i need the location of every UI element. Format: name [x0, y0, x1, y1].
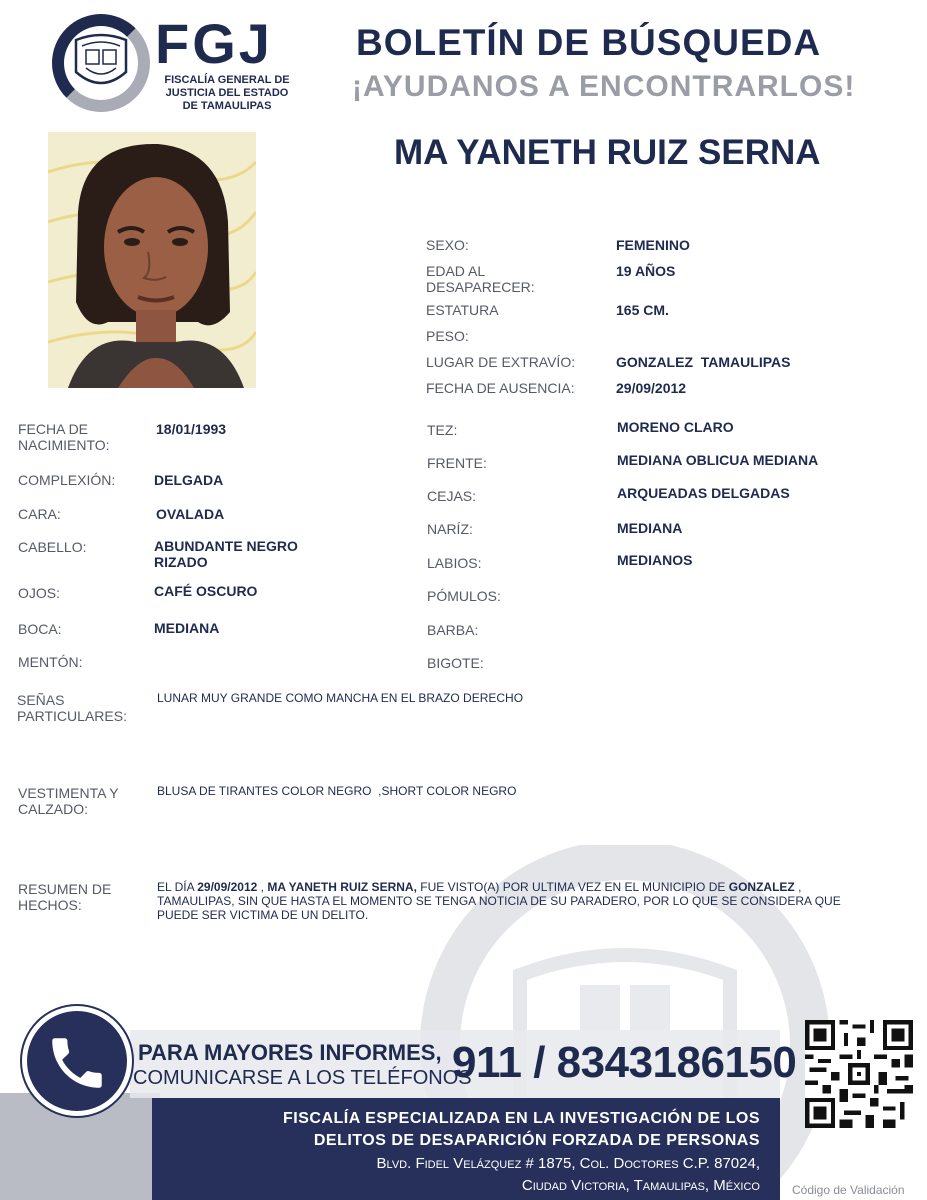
place-label: LUGAR DE EXTRAVÍO: — [426, 354, 576, 370]
complexion-value: MORENO CLARO — [617, 419, 734, 435]
chin-label: MENTÓN: — [18, 654, 83, 670]
nose-value: MEDIANA — [617, 520, 683, 536]
absence-date-label: FECHA DE AUSENCIA: — [426, 380, 575, 396]
face-label: CARA: — [18, 506, 61, 522]
lips-label: LABIOS: — [427, 555, 482, 571]
logo-subtitle: FISCALÍA GENERAL DE JUSTICIA DEL ESTADO DE TAMAULIPAS — [164, 74, 290, 112]
eyes-value: CAFÉ OSCURO — [154, 583, 258, 599]
mouth-label: BOCA: — [18, 621, 62, 637]
weight-label: PESO: — [426, 328, 469, 344]
fiscalia-line-1: FISCALÍA ESPECIALIZADA EN LA INVESTIGACIÓN DE LOS — [283, 1110, 760, 1127]
nose-label: NARÍZ: — [427, 521, 473, 537]
summary-text: EL DÍA 29/09/2012 , MA YANETH RUIZ SERNA, FUE VISTO(A) POR ULTIMA VEZ EN EL MUNICIPIO DE GONZALEZ , TAMAULIPAS, SIN QUE HASTA EL MOMENTO SE TENGA NOTICIA DE SU PARADERO, POR LO QUE SE CONSIDERA QUE PUEDE SER VICTIMA DE UN DELITO. — [157, 880, 841, 922]
fiscalia-line-2: DELITOS DE DESAPARICIÓN FORZADA DE PERSONAS — [313, 1132, 760, 1149]
phone-number[interactable]: 911 / 8343186150 — [452, 1038, 797, 1087]
more-info-text: PARA MAYORES INFORMES, — [138, 1040, 442, 1065]
validation-code-label: Código de Validación — [792, 1183, 905, 1197]
eyebrows-value: ARQUEADAS DELGADAS — [617, 485, 790, 501]
birthdate-label: FECHA DE NACIMIENTO: — [18, 421, 110, 453]
build-label: COMPLEXIÓN: — [18, 472, 116, 488]
sex-label: SEXO: — [426, 237, 469, 253]
clothing-label: VESTIMENTA Y CALZADO: — [18, 785, 119, 817]
bulletin-subtitle: ¡AYUDANOS A ENCONTRARLOS! — [352, 70, 856, 103]
address-line-1: Blvd. Fidel Velázquez # 1875, Col. Doctores C.P. 87024, — [376, 1155, 760, 1172]
eyebrows-label: CEJAS: — [427, 488, 477, 504]
face-value: OVALADA — [156, 506, 225, 522]
birthdate-value: 18/01/1993 — [156, 421, 227, 437]
cheekbones-label: PÓMULOS: — [427, 588, 501, 604]
hair-value: ABUNDANTE NEGRO RIZADO — [154, 538, 298, 570]
age-value: 19 AÑOS — [616, 263, 676, 279]
height-label: ESTATURA — [426, 302, 499, 318]
clothing-value: BLUSA DE TIRANTES COLOR NEGRO ,SHORT COLOR NEGRO — [157, 784, 517, 798]
contact-text: COMUNICARSE A LOS TELÉFONOS — [133, 1067, 472, 1089]
address-line-2: Ciudad Victoria, Tamaulipas, México — [521, 1177, 760, 1194]
mustache-label: BIGOTE: — [427, 655, 484, 671]
marks-value: LUNAR MUY GRANDE COMO MANCHA EN EL BRAZO DERECHO — [157, 691, 524, 705]
eyes-label: OJOS: — [18, 585, 61, 601]
forehead-label: FRENTE: — [427, 455, 487, 471]
state-seal-icon — [66, 28, 136, 98]
mouth-value: MEDIANA — [154, 620, 220, 636]
lips-value: MEDIANOS — [617, 552, 693, 568]
complexion-label: TEZ: — [427, 422, 458, 438]
beard-label: BARBA: — [427, 622, 479, 638]
phone-icon — [44, 1030, 110, 1096]
logo-text: FGJ — [155, 12, 273, 75]
absence-date-value: 29/09/2012 — [616, 380, 687, 396]
place-value: GONZALEZ TAMAULIPAS — [616, 354, 791, 370]
person-name: MA YANETH RUIZ SERNA — [394, 133, 821, 172]
forehead-value: MEDIANA OBLICUA MEDIANA — [617, 452, 819, 468]
age-label: EDAD AL DESAPARECER: — [426, 263, 535, 295]
build-value: DELGADA — [154, 472, 224, 488]
bulletin-title: BOLETÍN DE BÚSQUEDA — [356, 22, 822, 63]
qr-code-icon[interactable] — [805, 1020, 913, 1128]
marks-label: SEÑAS PARTICULARES: — [17, 692, 127, 724]
sex-value: FEMENINO — [616, 237, 690, 253]
person-photo — [48, 132, 256, 388]
height-value: 165 CM. — [616, 302, 669, 318]
summary-label: RESUMEN DE HECHOS: — [18, 881, 112, 913]
hair-label: CABELLO: — [18, 539, 87, 555]
